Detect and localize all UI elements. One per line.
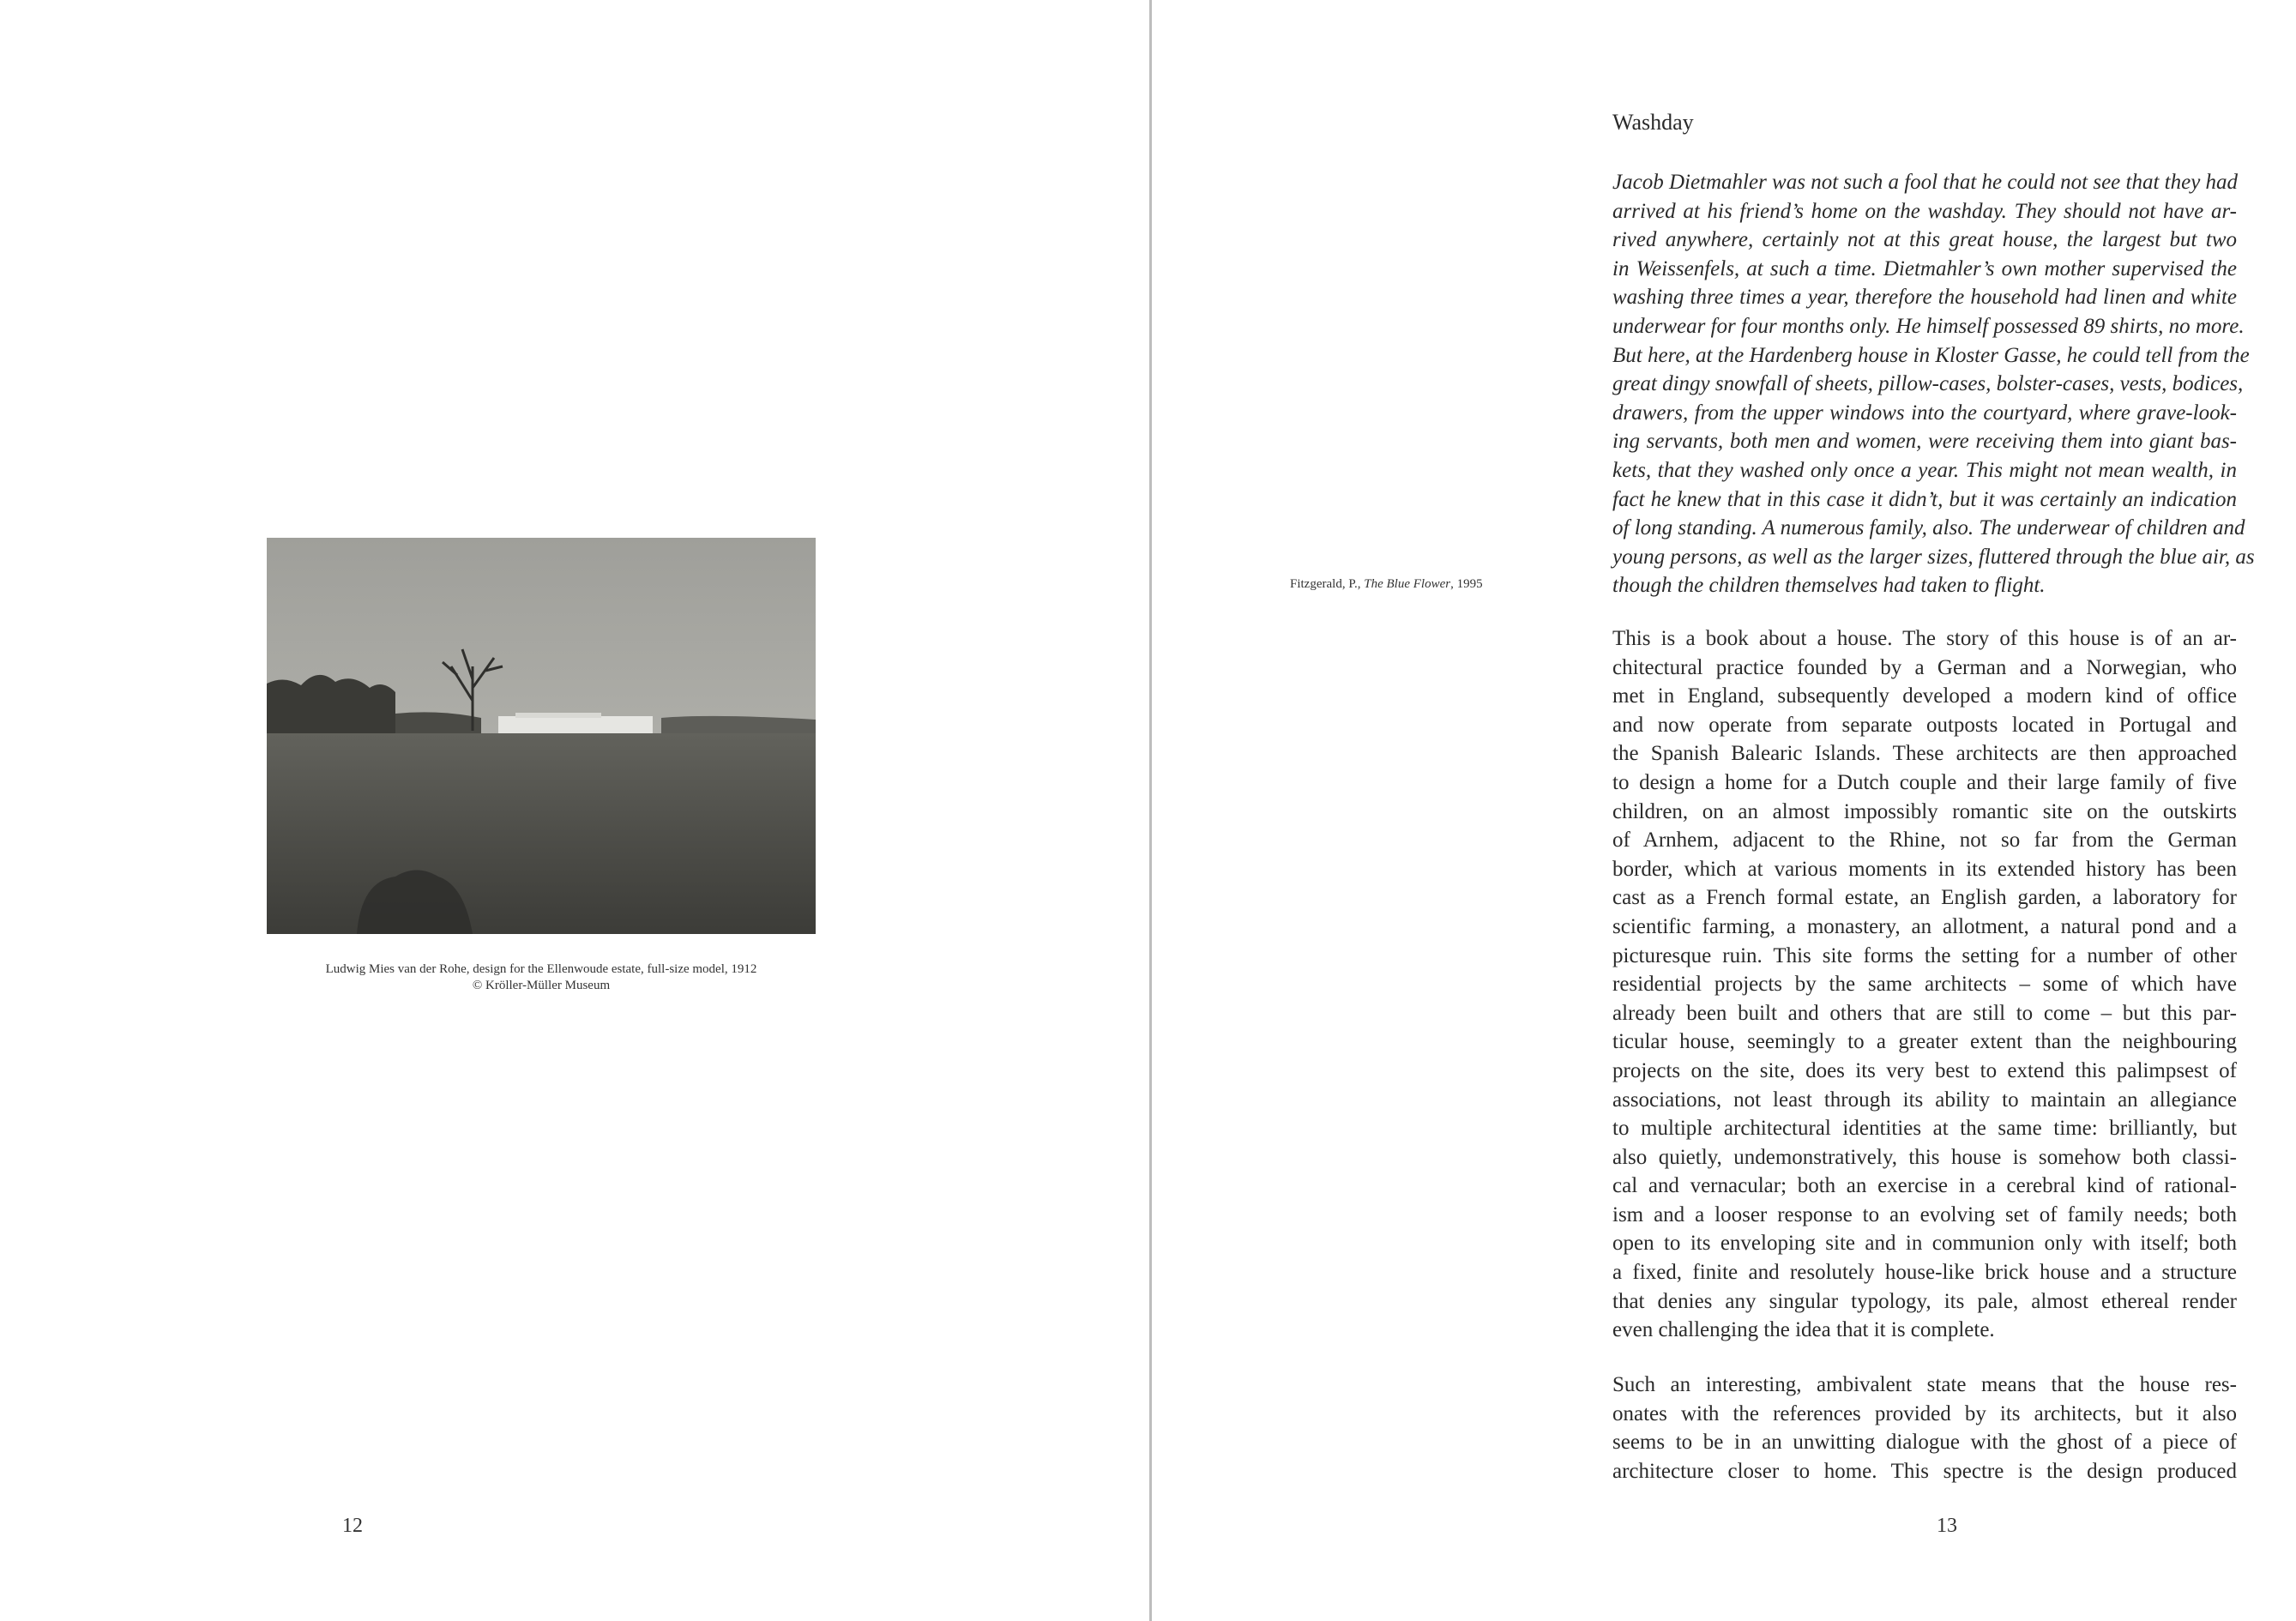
- text-line: and now operate from separate outposts located in Portugal and: [1612, 713, 2237, 737]
- text-line: Jacob Dietmahler was not such a fool that he could not see that they had: [1612, 171, 2239, 194]
- chapter-title: Washday: [1612, 110, 1694, 135]
- text-line: in Weissenfels, at such a time. Dietmahler’s own mother supervised the: [1612, 256, 2237, 280]
- text-line: chitectural practice founded by a German and a Norwegian, who: [1612, 655, 2237, 679]
- photo-caption: Ludwig Mies van der Rohe, design for the Ellenwoude estate, full-size model, 1912: [325, 962, 757, 976]
- text-line: ticular house, seemingly to a greater extent than the neighbouring: [1612, 1030, 2237, 1054]
- text-line: residential projects by the same architects – some of which have: [1612, 973, 2237, 997]
- text-line: drawers, from the upper windows into the courtyard, where grave-look-: [1612, 401, 2237, 425]
- text-line: the Spanish Balearic Islands. These architects are then approached: [1612, 742, 2237, 766]
- text-line: fact he knew that in this case it didn’t, but it was certainly an indication: [1612, 487, 2237, 511]
- text-line: ing servants, both men and women, were receiving them into giant bas-: [1612, 430, 2237, 454]
- body-paragraph-1: [1612, 624, 2237, 1345]
- text-line: even challenging the idea that it is complete.: [1612, 1318, 1995, 1342]
- text-line: to multiple architectural identities at the same time: brilliantly, but: [1612, 1117, 2237, 1141]
- text-line: But here, at the Hardenberg house in Kloster Gasse, he could tell from the: [1612, 343, 2250, 367]
- photograph: [267, 538, 816, 934]
- citation-title: The Blue Flower: [1364, 577, 1451, 591]
- text-line: already been built and others that are still to come – but this par-: [1612, 1001, 2237, 1025]
- text-line: rived anywhere, certainly not at this great house, the largest but two: [1612, 228, 2237, 252]
- text-line: architecture closer to home. This spectre is the design produced: [1612, 1459, 2237, 1483]
- citation-note: [1290, 577, 1483, 592]
- text-line: of long standing. A numerous family, also. The underwear of children and: [1612, 516, 2245, 540]
- text-line: projects on the site, does its very best to extend this palimpsest of: [1612, 1058, 2237, 1082]
- text-line: Such an interesting, ambivalent state means that the house res-: [1612, 1373, 2237, 1396]
- text-line: picturesque ruin. This site forms the setting for a number of other: [1612, 943, 2237, 967]
- text-line: kets, that they washed only once a year. This might not mean wealth, in: [1612, 458, 2237, 482]
- text-line: met in England, subsequently developed a modern kind of office: [1612, 684, 2237, 708]
- text-line: border, which at various moments in its extended history has been: [1612, 857, 2237, 881]
- book-gutter: [1149, 0, 1152, 1621]
- text-line: great dingy snowfall of sheets, pillow-cases, bolster-cases, vests, bodices,: [1612, 372, 2244, 396]
- text-line: scientific farming, a monastery, an allotment, a natural pond and a: [1612, 914, 2237, 938]
- text-line: of Arnhem, adjacent to the Rhine, not so far from the German: [1612, 829, 2237, 853]
- text-line: to design a home for a Dutch couple and their large family of five: [1612, 770, 2237, 794]
- text-line: also quietly, undemonstratively, this house is somehow both classi-: [1612, 1145, 2237, 1169]
- citation-prefix: Fitzgerald, P.,: [1290, 577, 1365, 591]
- text-line: underwear for four months only. He himself possessed 89 shirts, no more.: [1612, 314, 2245, 338]
- text-line: seems to be in an unwitting dialogue with the ghost of a piece of: [1612, 1431, 2237, 1455]
- page-number-left: 12: [342, 1515, 363, 1537]
- text-line: that denies any singular typology, its pale, almost ethereal render: [1612, 1289, 2237, 1313]
- text-line: This is a book about a house. The story of this house is of an ar-: [1612, 627, 2237, 650]
- text-line: open to its enveloping site and in communion only with itself; both: [1612, 1232, 2237, 1256]
- text-line: children, on an almost impossibly romantic site on the outskirts: [1612, 799, 2237, 823]
- text-line: though the children themselves had taken to flight.: [1612, 574, 2046, 598]
- epigraph-quote: [1612, 168, 2255, 600]
- text-line: cal and vernacular; both an exercise in a cerebral kind of rational-: [1612, 1174, 2237, 1198]
- page-number-right: 13: [1937, 1515, 1957, 1537]
- text-line: washing three times a year, therefore the household had linen and white: [1612, 286, 2237, 310]
- text-line: onates with the references provided by its architects, but it also: [1612, 1401, 2237, 1425]
- text-line: ism and a looser response to an evolving set of family needs; both: [1612, 1202, 2237, 1226]
- citation-suffix: , 1995: [1450, 577, 1483, 591]
- text-line: a fixed, finite and resolutely house-like brick house and a structure: [1612, 1261, 2237, 1285]
- body-paragraph-2: [1612, 1371, 2237, 1485]
- text-line: associations, not least through its ability to maintain an allegiance: [1612, 1088, 2237, 1112]
- text-line: young persons, as well as the larger sizes, fluttered through the blue air, as: [1612, 545, 2255, 569]
- text-line: arrived at his friend’s home on the washday. They should not have ar-: [1612, 199, 2237, 223]
- text-line: cast as a French formal estate, an English garden, a laboratory for: [1612, 886, 2237, 910]
- photo-credit: © Kröller-Müller Museum: [472, 979, 611, 992]
